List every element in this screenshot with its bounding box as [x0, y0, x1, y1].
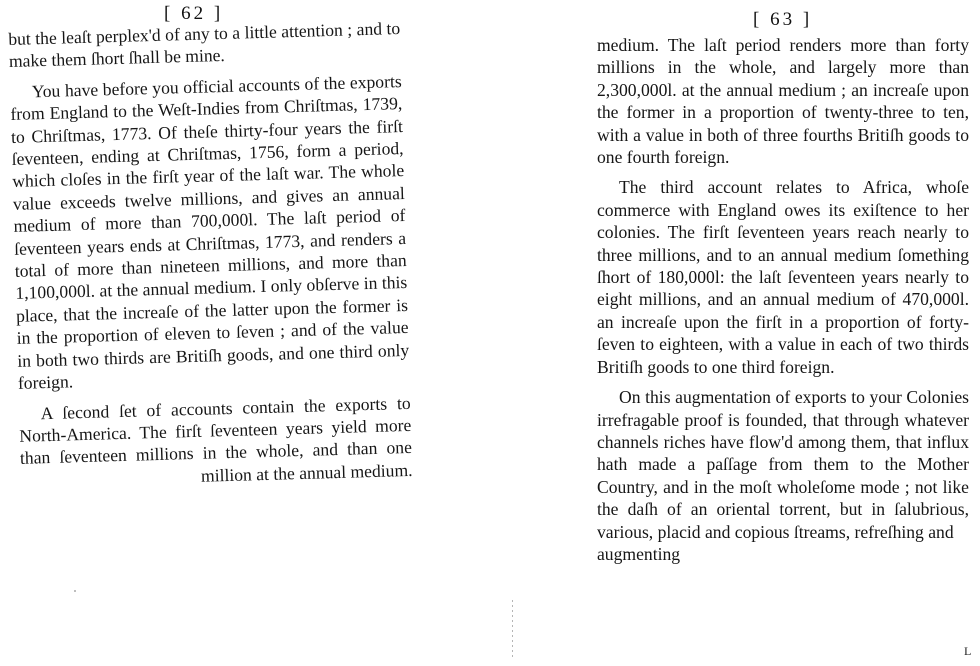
right-page-number: [ 63 ] — [753, 9, 813, 30]
left-paragraph-2: You have before you official accounts of the exports from England to the Weſt-Indies from Chriſtmas, 1739, to Chriſtmas, 1773. Of theſe thirty-four years the firſt ſeventeen, ending at Chriſtmas, 1756, form a period, which cloſes in the firſt year of the laſt war. The whole value exceeds twelve millions, and gives an annual medium of more than 700,000l. The laſt period of ſeventeen years ends at Chriſtmas, 1773, and renders a total of more than nineteen millions, and more than 1,100,000l. at the annual medium. I only obſerve in this place, that the increaſe of the latter upon the former is in the proportion of eleven to ſeven ; and of the value in both two thirds are Britiſh goods, and one third only foreign. — [10, 70, 410, 393]
left-page-number: [ 62 ] — [164, 3, 224, 24]
left-page — [0, 0, 460, 666]
left-page-text — [8, 17, 413, 492]
right-paragraph-1: medium. The laſt period renders more than forty millions in the whole, and largely more than 2,300,000l. at the annual medium ; an increaſe upon the former in a proportion of twenty-three to ten, with a value in both of three fourths Britiſh goods to one fourth foreign. — [597, 35, 969, 168]
catchword: augmenting — [597, 543, 681, 564]
right-page-text — [597, 34, 969, 565]
left-paragraph-3: A ſecond ſet of accounts contain the exports to North-America. The firſt ſeventeen years yield more than ſeventeen millions in the whole, and than one million at the annual medium. — [19, 392, 413, 486]
page-speck — [74, 590, 76, 592]
right-page — [500, 0, 980, 666]
left-paragraph-1: but the leaſt perplex'd of any to a little attention ; and to make them ſhort ſhall be mine. — [8, 18, 401, 72]
signature-mark: L — [964, 644, 972, 658]
right-paragraph-3: On this augmentation of exports to your Colonies irrefragable proof is founded, that through whatever channels riches have flow'd among them, that influx hath made a paſſage from them to the Mother Country, and in the moſt wholeſome mode ; not like the daſh of an oriental torrent, but in ſalubrious, various, placid and copious ſtreams, refreſhing and — [597, 387, 969, 542]
right-paragraph-2: The third account relates to Africa, whoſe commerce with England owes its exiſtence to her colonies. The firſt ſeventeen years reach nearly to three millions, and to an annual medium ſomething ſhort of 180,000l: the laſt ſeventeen years nearly to eight millions, and an annual medium of 470,000l. an increaſe upon the firſt in a proportion of forty-ſeven to eighteen, with a value in each of two thirds Britiſh goods to one third foreign. — [597, 177, 969, 377]
